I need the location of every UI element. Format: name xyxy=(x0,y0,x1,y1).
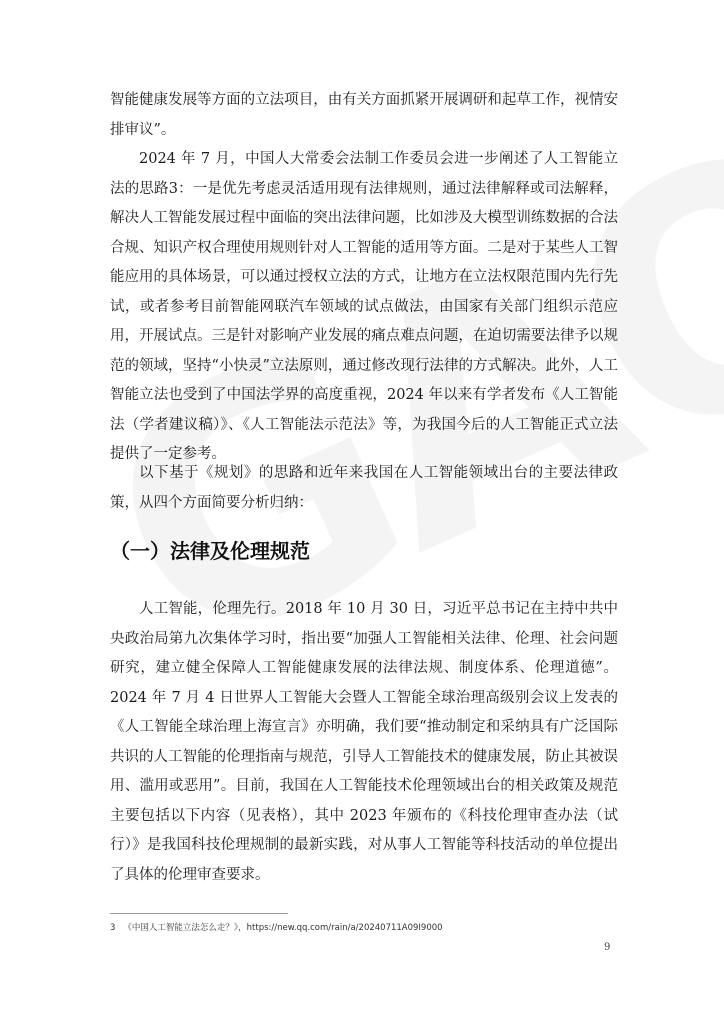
paragraph-text: ：一是优先考虑灵活适用现有法律规则，通过法律解释或司法解释，解决人工智能发展过程中面临的突出法律问题，比如涉及大模型训练数据的合法合规、知识产权合理使用规则针对人工智能的适用等方面。二是对于某些人工智能应用的具体场景，可以通过授权立法的方式，让地方在立法权限范围内先行先试，或者参考目前智能网联汽车领域的试点做法，由国家有关部门组织示范应用，开展试点。三是针对影响产业发展的痛点难点问题，在迫切需要法律予以规范的领域，坚持“小快灵”立法原则，通过修改现行法律的方式解决。此外，人工智能立法也受到了中国法学界的高度重视，2024 年以来有学者发布《人工智能法（学者建议稿）》、《人工智能法示范法》等，为我国今后的人工智能正式立法提供了一定参考。 xyxy=(110,180,619,462)
footnote xyxy=(110,921,443,935)
paragraph-text: 2024 年 7 月，中国人大常委会法制工作委员会进一步阐述了人工智能立法的思路 xyxy=(110,151,618,197)
footnote-reference[interactable]: 3 xyxy=(168,180,178,197)
footnote-text[interactable]: 《中国人工智能立法怎么走？》，https://new.qq.com/rain/a/20240711A09I9000 xyxy=(123,923,443,933)
footnote-divider xyxy=(110,913,288,914)
footnote-number: 3 xyxy=(110,923,116,933)
paragraph-continuation: 智能健康发展等方面的立法项目，由有关方面抓紧开展调研和起草工作，视情安排审议”。 xyxy=(110,92,618,138)
paragraph-legislation-approach xyxy=(110,145,618,470)
page-number: 9 xyxy=(604,942,611,953)
paragraph-overview: 以下基于《规划》的思路和近年来我国在人工智能领域出台的主要法律政策，从四个方面简要分析归纳： xyxy=(110,465,618,511)
section-heading: （一）法律及伦理规范 xyxy=(110,539,310,563)
paragraph-ethics: 人工智能，伦理先行。2018 年 10 月 30 日，习近平总书记在主持中共中央政治局第九次集体学习时，指出要“加强人工智能相关法律、伦理、社会问题研究，建立健全保障人工智能健康发展的法律法规、制度体系、伦理道德”。2024 年 7 月 4 日世界人工智能大会暨人工智能全球治理高级别会议上发表的《人工智能全球治理上海宣言》亦明确，我们要“推动制定和采纳具有广泛国际共识的人工智能的伦理指南与规范，引导人工智能技术的健康发展，防止其被误用、滥用或恶用”。目前，我国在人工智能技术伦理领域出台的相关政策及规范主要包括以下内容（见表格），其中 2023 年颁布的《科技伦理审查办法（试行）》是我国科技伦理规制的最新实践，对从事人工智能等科技活动的单位提出了具体的伦理审查要求。 xyxy=(110,601,618,883)
